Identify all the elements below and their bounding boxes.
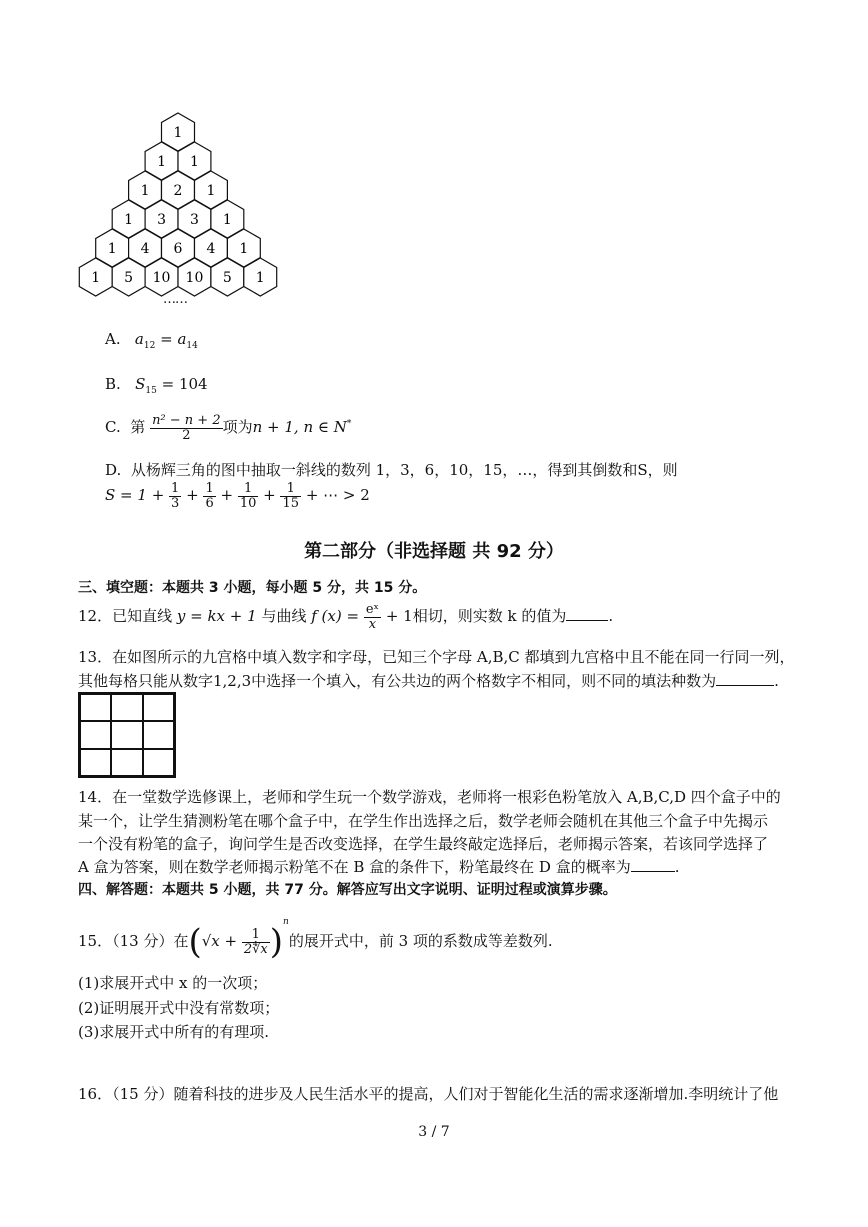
q15-item-1: (1)求展开式中 x 的一次项； [78, 974, 268, 992]
hex-value: 1 [255, 270, 265, 286]
q15-num: 1 [242, 928, 270, 943]
hex-value: 5 [222, 270, 232, 286]
section3-heading: 三、填空题：本题共 3 小题，每小题 5 分，共 15 分。 [78, 580, 427, 596]
grid-cell [111, 721, 142, 748]
hex-value: 1 [157, 154, 167, 170]
nine-square-grid [78, 692, 176, 778]
hex-value: 1 [222, 212, 232, 228]
grid-cell [143, 721, 174, 748]
option-d-formula-end: + ⋯ > 2 [305, 486, 370, 505]
q15-item-2: (2)证明展开式中没有常数项； [78, 999, 280, 1017]
q12-line: y = kx + 1 [176, 607, 257, 626]
option-c [105, 414, 351, 442]
hex-value: 4 [206, 241, 216, 257]
option-c-num: n² − n + 2 [152, 413, 221, 428]
option-c-sup: * [346, 419, 352, 430]
q12-num: eˣ [365, 602, 380, 617]
q14-line2: 某一个，让学生猜测粉笔在哪个盒子中，在学生作出选择之后，数学老师会随机在其他三个盒子中先揭示 [78, 812, 769, 830]
q13-answer-blank[interactable] [716, 671, 774, 686]
hex-value: 4 [140, 241, 150, 257]
hex-value: 10 [152, 270, 171, 286]
option-d-frac-2 [203, 482, 215, 510]
hex-value: 3 [157, 212, 167, 228]
yanghui-triangle-figure [70, 108, 290, 318]
q15-paren-left: ( [188, 922, 202, 962]
q15-paren-right: ) [269, 922, 284, 962]
frac-3-den: 10 [239, 495, 257, 511]
q14-line1: 14．在一堂数学选修课上，老师和学生玩一个数学游戏，老师将一根彩色粉笔放入 A,B,C,D 四个盒子中的 [78, 788, 781, 806]
q12-f: f (x) = [311, 607, 360, 626]
option-c-tail: n + 1, n ∈ N [252, 418, 347, 437]
grid-cell [143, 749, 174, 776]
option-d-frac-3 [238, 482, 259, 510]
q15-item-3: (3)求展开式中所有的有理项. [78, 1023, 270, 1041]
hex-value: 1 [206, 183, 216, 199]
q14-line4: A 盒为答案，则在数学老师揭示粉笔不在 B 盒的条件下，粉笔最终在 D 盒的概率为 [78, 858, 631, 876]
q12-answer-blank[interactable] [566, 606, 608, 621]
q15-suffix: 的展开式中，前 3 项的系数成等差数列. [288, 932, 553, 950]
q12-plus: + 1 [385, 607, 413, 626]
option-a-label: A. [105, 330, 121, 348]
hex-value: 1 [91, 270, 101, 286]
q15-prefix: 15．（13 分）在 [78, 932, 189, 950]
hex-value: 1 [173, 125, 183, 141]
option-b-sub: 15 [145, 386, 157, 396]
option-c-fraction [150, 414, 223, 442]
q12-den: x [368, 616, 377, 632]
q12-fraction [364, 603, 381, 631]
hex-value: 1 [124, 212, 134, 228]
q15-inner: √x + [201, 932, 238, 950]
q13-line2-wrap [78, 670, 779, 691]
grid-cell [80, 694, 111, 721]
option-d-frac-1 [169, 482, 181, 510]
q12-suffix: 相切，则实数 k 的值为 [412, 607, 567, 626]
q13-line2: 其他每格只能从数字1,2,3中选择一个填入，有公共边的两个格数字不相同，则不同的填法种数为 [78, 672, 717, 690]
q13-end: . [774, 672, 779, 690]
triangle-ellipsis: …… [163, 292, 187, 307]
hex-value: 10 [185, 270, 204, 286]
option-a-right-sub: 14 [186, 341, 198, 351]
frac-1-den: 3 [171, 495, 180, 511]
option-b [105, 375, 208, 396]
q12-prefix: 12．已知直线 [78, 607, 173, 626]
q15-fraction [242, 928, 270, 956]
page-number: 3 / 7 [418, 1124, 450, 1140]
frac-3-num: 1 [238, 482, 259, 497]
grid-cell [143, 694, 174, 721]
question-12 [78, 603, 613, 631]
option-c-den: 2 [182, 427, 191, 443]
hex-value: 1 [140, 183, 150, 199]
option-d [105, 459, 678, 480]
hex-value: 3 [189, 212, 199, 228]
frac-2-num: 1 [205, 481, 214, 496]
option-d-text: 从杨辉三角的图中抽取一斜线的数列 1，3，6，10，15，…，得到其倒数和S，则 [130, 461, 678, 479]
q14-end: . [674, 858, 680, 876]
option-d-label: D. [105, 461, 122, 479]
option-d-formula-start: S = 1 + [105, 486, 165, 505]
q15-sup: n [283, 917, 289, 927]
q14-line4-wrap [78, 856, 680, 877]
option-a-left: a [134, 330, 144, 348]
section4-heading: 四、解答题：本题共 5 小题，共 77 分。解答应写出文字说明、证明过程或演算步骤。 [78, 882, 617, 898]
hex-value: 5 [124, 270, 134, 286]
hex-value: 2 [173, 183, 183, 199]
option-c-prefix: 第 [130, 418, 146, 437]
option-b-rest: = 104 [156, 375, 208, 393]
frac-2-den: 6 [205, 495, 214, 511]
q12-end: . [608, 607, 614, 626]
hex-value: 1 [239, 241, 249, 257]
option-a-left-sub: 12 [143, 341, 156, 351]
q15-den: 2∜x [243, 941, 268, 957]
option-d-frac-4 [280, 482, 301, 510]
hex-value: 6 [173, 241, 183, 257]
option-d-formula: S = 1 + $\frac{1}{3}$ + $\frac{1}{6}$ + $\frac{1}{10}$ + $\frac{1}{15}$ + ⋯ > 2 [105, 481, 370, 511]
option-c-label: C. [105, 418, 121, 437]
grid-cell [80, 721, 111, 748]
option-a-eq: = [155, 330, 178, 348]
grid-cell [80, 749, 111, 776]
option-a [105, 330, 198, 351]
hex-value: 1 [107, 241, 117, 257]
question-15 [78, 917, 553, 962]
option-b-label: B. [105, 375, 121, 393]
q14-answer-blank[interactable] [631, 857, 675, 872]
grid-cell [111, 749, 142, 776]
question-16: 16．（15 分）随着科技的进步及人民生活水平的提高，人们对于智能化生活的需求逐渐增加.李明统计了他 [78, 1085, 779, 1103]
frac-1-num: 1 [171, 481, 180, 496]
option-a-right: a [177, 330, 187, 348]
frac-4-den: 15 [282, 495, 300, 511]
part2-title: 第二部分（非选择题 共 92 分） [304, 541, 564, 562]
q13-line1: 13．在如图所示的九宫格中填入数字和字母，已知三个字母 A,B,C 都填到九宫格中且不能在同一行同一列， [78, 648, 795, 666]
grid-cell [111, 694, 142, 721]
option-b-expr: S [135, 375, 146, 393]
frac-4-num: 1 [280, 482, 301, 497]
q12-mid: 与曲线 [261, 607, 307, 626]
q14-line3: 一个没有粉笔的盒子，询问学生是否改变选择，在学生最终敲定选择后，老师揭示答案，若该同学选择了 [78, 835, 769, 853]
option-c-mid: 项为 [222, 418, 253, 437]
hex-value: 1 [189, 154, 199, 170]
